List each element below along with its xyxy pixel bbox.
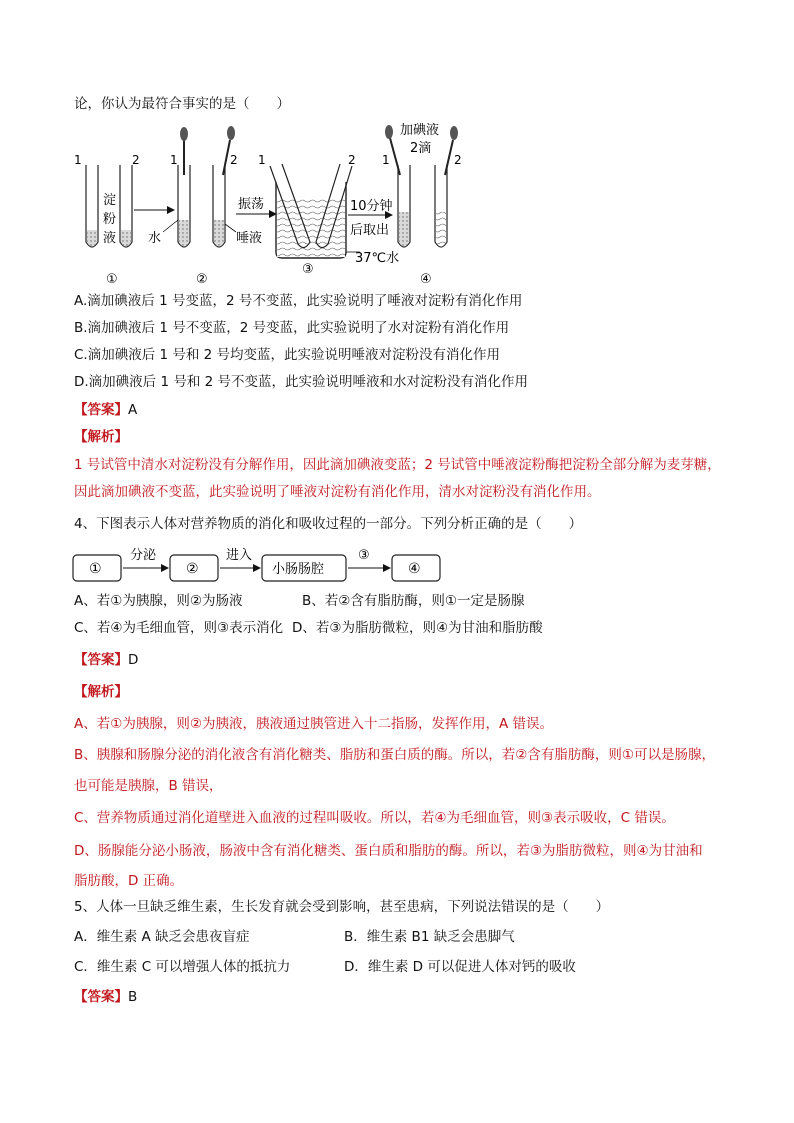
tube-2-label-s4: 2 <box>454 153 462 167</box>
q3-answer <box>74 401 137 419</box>
q3-answer-value: A <box>128 402 138 418</box>
iodine-label-1: 加碘液 <box>400 123 440 138</box>
q3-option-b: B.滴加碘液后 1 号不变蓝，2 号变蓝，此实验说明了水对淀粉有消化作用 <box>74 320 510 336</box>
q5-option-d: D．维生素 D 可以促进人体对钙的吸收 <box>344 959 576 975</box>
tube-2-label-s3: 2 <box>348 153 356 167</box>
q3-stem-tail: 论，你认为最符合事实的是（ ） <box>74 96 290 112</box>
step-3-number: ③ <box>302 262 314 277</box>
q4-analysis-line-6: 脂肪酸，D 正确。 <box>74 873 184 889</box>
flow-box-1-label: ① <box>89 561 102 577</box>
flow-arrow-1-label: 分泌 <box>130 548 157 563</box>
flow-box-4-label: ④ <box>408 561 421 577</box>
time-label-1: 10分钟 <box>350 199 393 214</box>
q4-analysis-line-2: B、胰腺和肠腺分泌的消化液含有消化糖类、脂肪和蛋白质的酶。所以，若②含有脂肪酶，则①可以是肠腺， <box>74 747 715 763</box>
q4-analysis-line-1: A、若①为胰腺，则②为胰液，胰液通过胰管进入十二指肠，发挥作用，A 错误。 <box>74 716 553 732</box>
tube-1-label-s4: 1 <box>382 153 390 167</box>
step-2-number: ② <box>196 272 208 287</box>
q4-answer-value: D <box>128 652 139 668</box>
tube-1-label-s2: 1 <box>170 153 178 167</box>
flow-arrow-3-label: ③ <box>358 548 370 563</box>
tube-1-label-s3: 1 <box>258 153 266 167</box>
q4-option-d: D、若③为脂肪微粒，则④为甘油和脂肪酸 <box>292 620 543 636</box>
water-label: 水 <box>148 231 162 246</box>
bath-label: 37℃水 <box>355 251 400 266</box>
q4-option-a: A、若①为胰腺，则②为肠液 <box>74 593 243 609</box>
q4-answer <box>74 651 138 669</box>
starch-char-1: 淀 <box>103 193 117 208</box>
step-4-number: ④ <box>420 272 432 287</box>
q5-option-b: B．维生素 B1 缺乏会患脚气 <box>344 929 515 945</box>
flow-box-2-label: ② <box>186 561 199 577</box>
q3-option-c: C.滴加碘液后 1 号和 2 号均变蓝，此实验说明唾液对淀粉没有消化作用 <box>74 347 501 363</box>
flow-arrow-2-label: 进入 <box>226 548 253 563</box>
tube-2-label: 2 <box>132 153 140 167</box>
q3-experiment-figure <box>70 120 470 290</box>
q5-option-a: A．维生素 A 缺乏会患夜盲症 <box>74 929 250 945</box>
iodine-label-2: 2滴 <box>410 141 432 156</box>
flow-box-3-label: 小肠肠腔 <box>272 562 325 577</box>
q5-stem: 5、人体一旦缺乏维生素，生长发育就会受到影响，甚至患病，下列说法错误的是（ ） <box>74 899 610 915</box>
q4-option-b: B、若②含有脂肪酶，则①一定是肠腺 <box>302 593 525 609</box>
saliva-label: 唾液 <box>236 231 263 246</box>
step-1-number: ① <box>106 272 118 287</box>
q4-answer-label: 【答案】 <box>74 652 128 668</box>
q5-answer-value: B <box>128 989 138 1005</box>
q3-analysis-label: 【解析】 <box>74 429 128 445</box>
q4-stem: 4、下图表示人体对营养物质的消化和吸收过程的一部分。下列分析正确的是（ ） <box>74 516 583 532</box>
q4-analysis-line-3: 也可能是胰腺，B 错误， <box>74 778 223 794</box>
q4-analysis-label: 【解析】 <box>74 684 128 700</box>
q5-answer <box>74 988 137 1006</box>
starch-char-2: 粉 <box>103 212 117 227</box>
q5-option-c: C．维生素 C 可以增强人体的抵抗力 <box>74 959 291 975</box>
q3-option-a: A.滴加碘液后 1 号变蓝，2 号不变蓝，此实验说明了唾液对淀粉有消化作用 <box>74 293 523 309</box>
q4-analysis-line-5: D、肠腺能分泌小肠液，肠液中含有消化糖类、蛋白质和脂肪的酶。所以，若③为脂肪微粒，则④为甘油和 <box>74 843 703 859</box>
starch-char-3: 液 <box>103 231 117 246</box>
q4-flow-diagram <box>72 545 452 585</box>
q4-option-c: C、若④为毛细血管，则③表示消化 <box>74 620 284 636</box>
shake-label: 振荡 <box>238 197 265 212</box>
q4-analysis-line-4: C、营养物质通过消化道壁进入血液的过程叫吸收。所以，若④为毛细血管，则③表示吸收，C 错误。 <box>74 810 675 826</box>
q3-analysis-line-1: 1 号试管中清水对淀粉没有分解作用，因此滴加碘液变蓝；2 号试管中唾液淀粉酶把淀粉全部分解为麦芽糖， <box>74 457 721 473</box>
q3-analysis-line-2: 因此滴加碘液不变蓝，此实验说明了唾液对淀粉有消化作用，清水对淀粉没有消化作用。 <box>74 484 601 500</box>
q5-answer-label: 【答案】 <box>74 989 128 1005</box>
time-label-2: 后取出 <box>350 223 390 238</box>
q3-option-d: D.滴加碘液后 1 号和 2 号不变蓝，此实验说明唾液和水对淀粉没有消化作用 <box>74 374 529 390</box>
q3-answer-label: 【答案】 <box>74 402 128 418</box>
step-1-tubes <box>74 153 140 287</box>
tube-2-label-s2: 2 <box>230 153 238 167</box>
tube-1-label: 1 <box>74 153 82 167</box>
